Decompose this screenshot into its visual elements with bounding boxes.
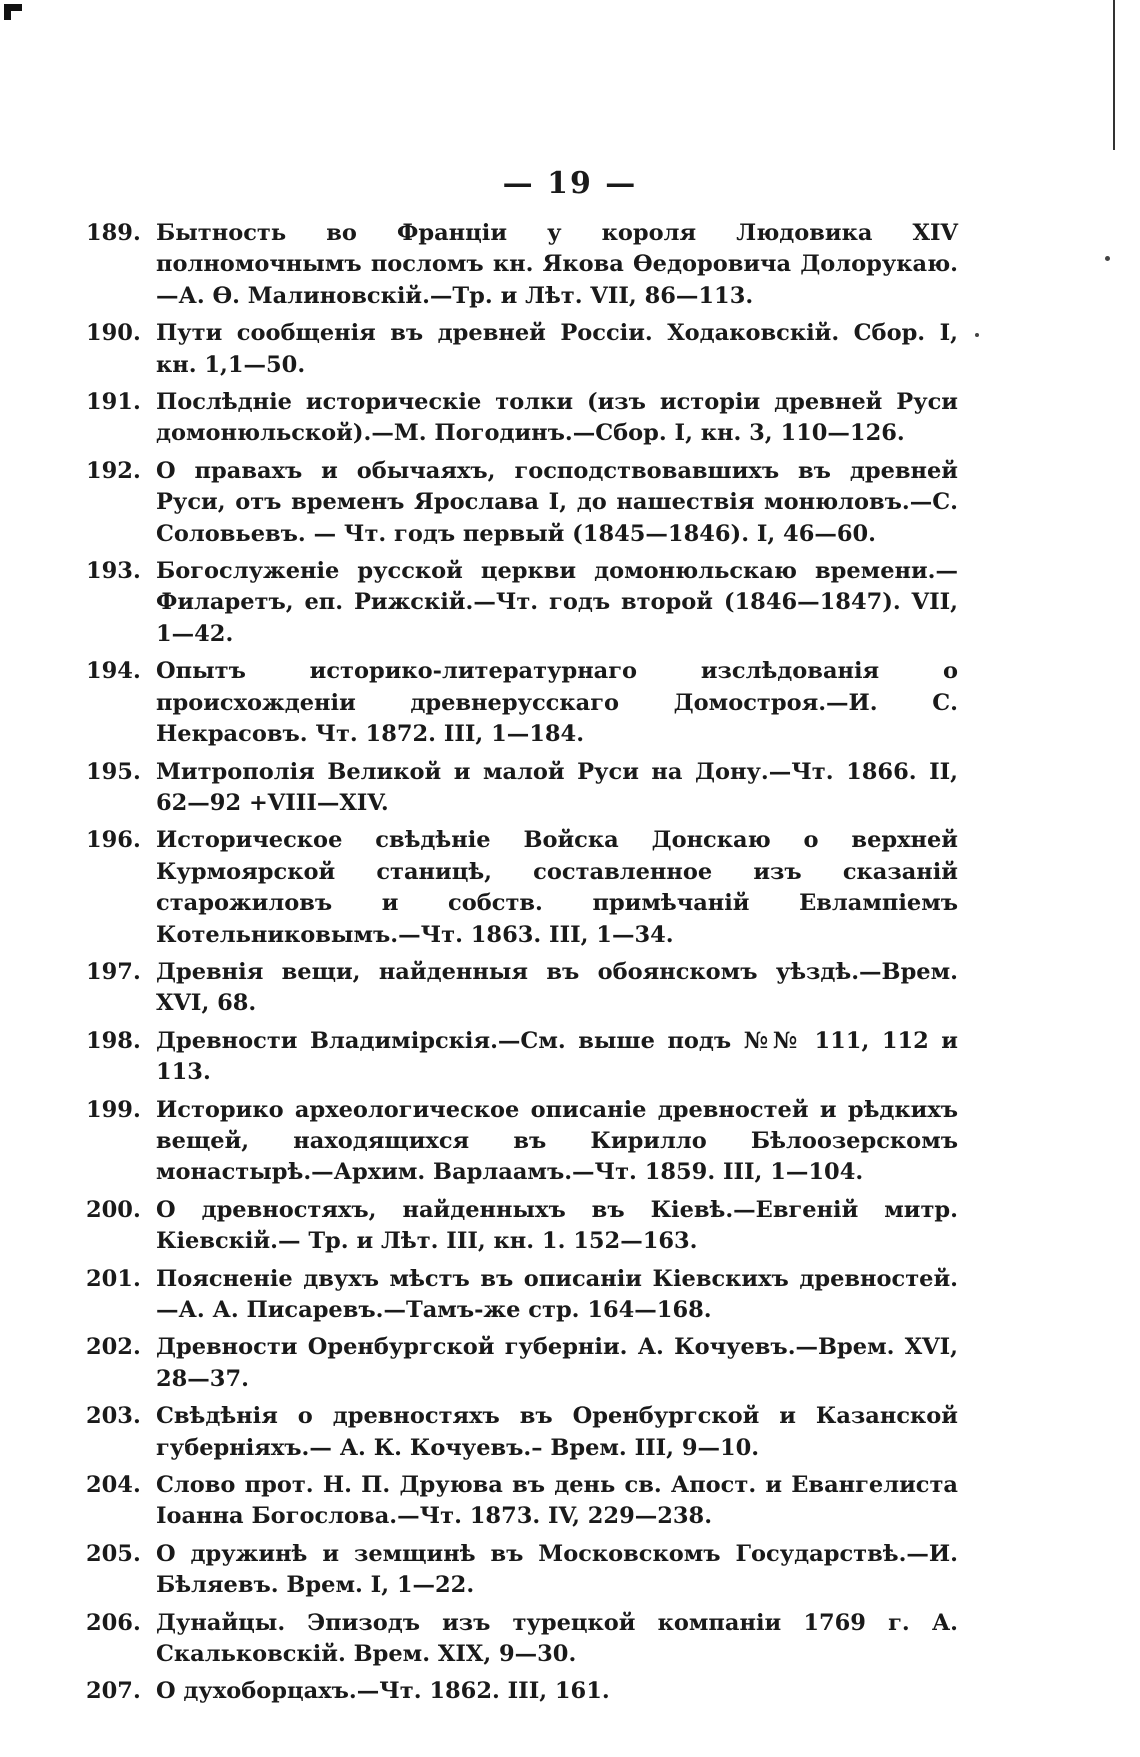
list-item (86, 1539, 958, 1602)
entry-text: Слово прот. Н. П. Друюва въ день св. Апост. и Евангелиста Іоанна Богослова.—Чт. 1873. IV, 229—238. (156, 1472, 958, 1530)
entry-number: 207. (86, 1678, 141, 1705)
entry-text: Митрополія Великой и малой Руси на Дону.—Чт. 1866. II, 62—92 +VIII—XIV. (156, 758, 958, 816)
page-number: — 19 — (502, 166, 638, 201)
entry-text: Историко археологическое описаніе древностей и рѣдкихъ вещей, находящихся въ Кирилло Бѣлоозерскомъ монастырѣ.—Архим. Варлаамъ.—Чт. 1859. III, 1—104. (156, 1096, 958, 1186)
list-item (86, 1195, 958, 1258)
entry-number: 189. (86, 220, 141, 246)
entry-number: 200. (86, 1196, 141, 1223)
entry-number: 198. (86, 1027, 141, 1054)
list-item (86, 1401, 958, 1464)
list-item (86, 1095, 958, 1189)
entry-text: Бытность во Франціи у короля Людовика XIV полномочнымъ посломъ кн. Якова Өедоровича Долорукаю.—А. Ө. Малиновскій.—Тр. и Лѣт. VII, 86—113. (156, 220, 958, 309)
entry-number: 197. (86, 958, 141, 985)
entry-text: Историческое свѣдѣніе Войска Донскаю о верхней Курмоярской станицѣ, составленное изъ сказаній старожиловъ и собств. примѣчаній Евлампіемъ Котельниковымъ.—Чт. 1863. III, 1—34. (156, 827, 958, 948)
entry-number: 204. (86, 1472, 141, 1499)
entry-text: О дружинѣ и земщинѣ въ Московскомъ Государствѣ.—И. Бѣляевъ. Врем. I, 1—22. (156, 1540, 958, 1599)
entry-text: Свѣдѣнія о древностяхъ въ Оренбургской и Казанской губерніяхъ.— А. К. Кочуевъ.– Врем. III, 9—10. (156, 1403, 958, 1461)
list-item (86, 957, 958, 1020)
entry-number: 201. (86, 1265, 141, 1292)
entry-text: О духоборцахъ.—Чт. 1862. III, 161. (156, 1678, 610, 1705)
entry-text: О правахъ и обычаяхъ, господствовавшихъ въ древней Руси, отъ временъ Ярослава I, до нашествія монюловъ.—С. Соловьевъ. — Чт. годъ первый (1845—1846). I, 46—60. (156, 457, 958, 547)
list-item (86, 1608, 958, 1671)
list-item (86, 757, 958, 820)
scan-corner-mark (4, 4, 22, 20)
list-item (86, 218, 958, 312)
list-item (86, 1026, 958, 1089)
entry-number: 191. (86, 389, 141, 416)
list-item (86, 656, 958, 750)
list-item (86, 825, 958, 951)
entry-number: 205. (86, 1540, 141, 1567)
entry-number: 199. (86, 1096, 141, 1123)
list-item (86, 387, 958, 450)
entry-number: 193. (86, 558, 141, 585)
scan-speck (1105, 256, 1110, 261)
entry-number: 206. (86, 1609, 141, 1636)
entry-text: Древности Владимірскія.—См. выше подъ №№ 111, 112 и 113. (156, 1027, 958, 1086)
list-item (86, 456, 958, 550)
entry-text: Послѣдніе историческіе толки (изъ исторіи древней Руси домонюльской).—М. Погодинъ.—Сбор. I, кн. 3, 110—126. (156, 389, 958, 447)
entry-text: Поясненіе двухъ мѣстъ въ описаніи Кіевскихъ древностей.—А. А. Писаревъ.—Тамъ-же стр. 164—168. (156, 1265, 958, 1323)
list-item (86, 1470, 958, 1533)
entry-text: Пути сообщенія въ древней Россіи. Ходаковскій. Сбор. I, кн. 1,1—50. (156, 320, 958, 378)
list-item (86, 1676, 958, 1707)
list-item (86, 1264, 958, 1327)
list-item (86, 556, 958, 650)
scan-edge-line (1113, 0, 1115, 150)
bibliography-list (86, 218, 958, 1714)
list-item (86, 1332, 958, 1395)
entry-number: 203. (86, 1403, 141, 1430)
entry-text: Древнія вещи, найденныя въ обоянскомъ уѣздѣ.—Врем. XVI, 68. (156, 958, 958, 1017)
list-item (86, 318, 958, 381)
entry-text: Опытъ историко-литературнаго изслѣдованія о происхожденіи древнерусскаго Домостроя.—И. С. Некрасовъ. Чт. 1872. III, 1—184. (156, 658, 958, 748)
entry-text: Дунайцы. Эпизодъ изъ турецкой компаніи 1769 г. А. Скальковскій. Врем. XIX, 9—30. (156, 1609, 958, 1668)
entry-text: Древности Оренбургской губерніи. А. Кочуевъ.—Врем. XVI, 28—37. (156, 1334, 958, 1392)
entry-number: 202. (86, 1334, 141, 1361)
scan-speck (975, 333, 979, 337)
entry-number: 195. (86, 758, 141, 785)
entry-text: Богослуженіе русской церкви домонюльскаю времени.—Филаретъ, еп. Рижскій.—Чт. годъ второй (1846—1847). VII, 1—42. (156, 558, 958, 647)
entry-number: 196. (86, 827, 141, 854)
entry-number: 194. (86, 658, 141, 685)
entry-number: 190. (86, 320, 141, 347)
entry-text: О древностяхъ, найденныхъ въ Кіевѣ.—Евгеній митр. Кіевскій.— Тр. и Лѣт. III, кн. 1. 152—163. (156, 1196, 958, 1255)
entry-number: 192. (86, 457, 141, 484)
